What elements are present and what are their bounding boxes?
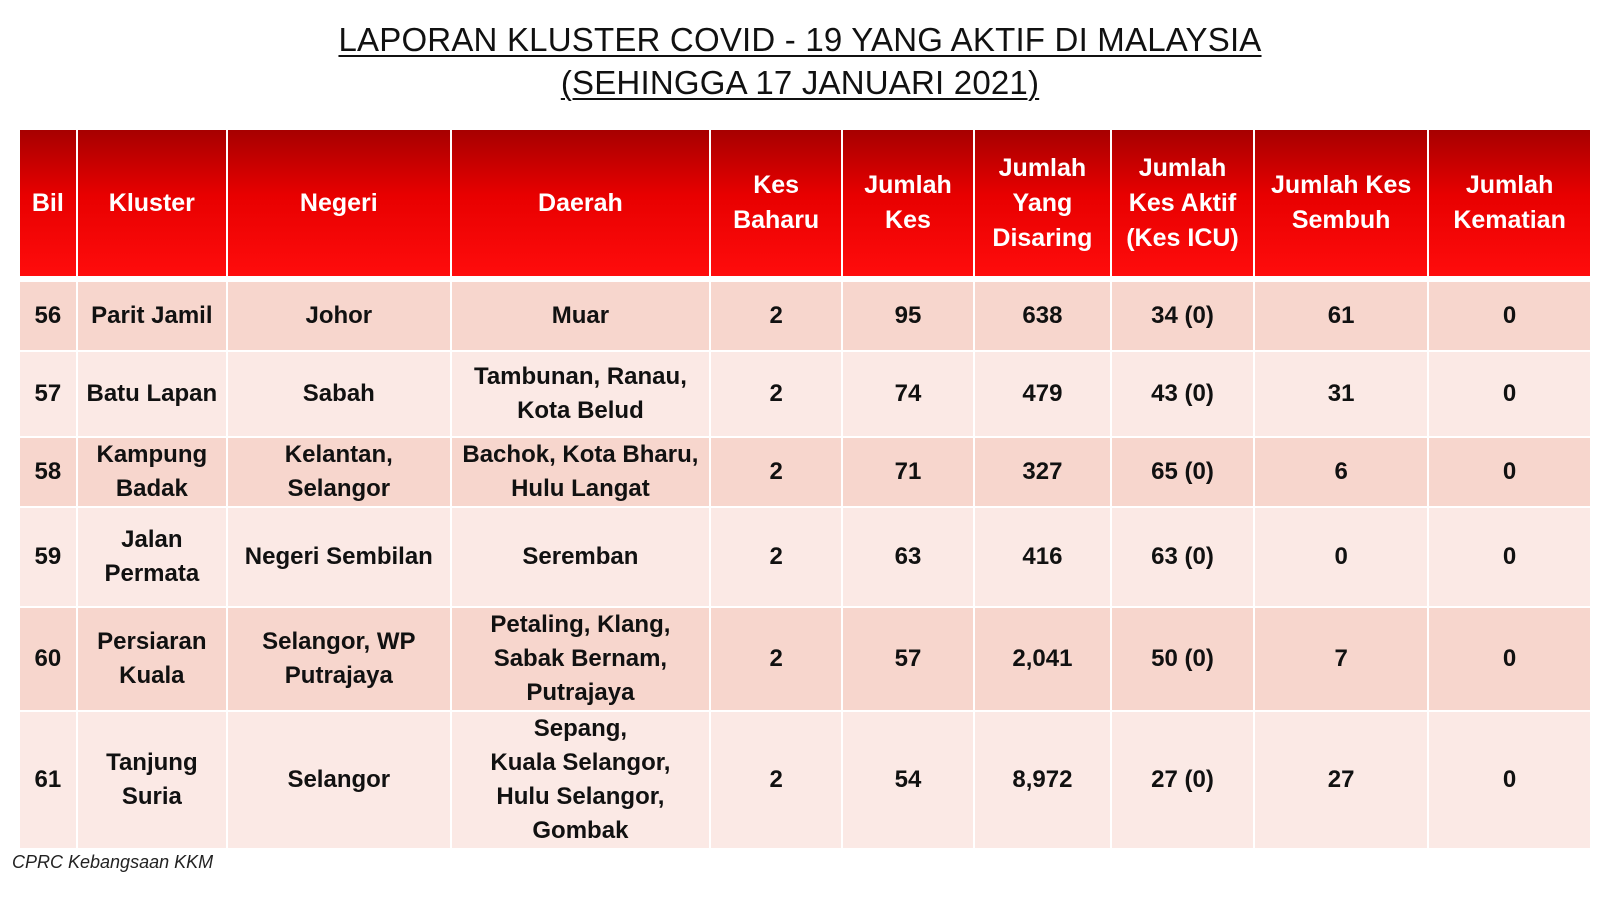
cell-sembuh: 27 <box>1255 710 1427 848</box>
cell-line: Permata <box>104 560 200 587</box>
header-kes-sembuh <box>1255 130 1427 280</box>
cell-jumlah-kes: 63 <box>843 506 973 606</box>
cell-daerah <box>452 506 710 606</box>
cell-line: Tambunan, Ranau, <box>473 363 687 390</box>
header-jumlah-kes <box>843 130 973 280</box>
cell-disaring: 2,041 <box>975 606 1110 710</box>
cell-line: Johor <box>305 302 373 329</box>
cell-daerah <box>452 606 710 710</box>
cell-line: Kuala <box>119 662 185 689</box>
cell-line: Hulu Selangor, <box>496 783 665 810</box>
cell-kes-baharu: 2 <box>711 436 841 506</box>
cell-negeri <box>228 710 450 848</box>
cell-bil: 61 <box>20 710 76 848</box>
header-sembuh-line2: Sembuh <box>1291 206 1391 234</box>
cell-disaring: 416 <box>975 506 1110 606</box>
cell-daerah <box>452 350 710 436</box>
header-jumlah-kes-line2: Kes <box>885 206 931 234</box>
header-kes-baharu-line2: Baharu <box>733 206 820 234</box>
cell-sembuh: 0 <box>1255 506 1427 606</box>
cell-aktif-icu: 43 (0) <box>1112 350 1253 436</box>
cell-jumlah-kes: 95 <box>843 280 973 350</box>
cell-line: Parit Jamil <box>91 302 213 329</box>
cell-kes-baharu: 2 <box>711 606 841 710</box>
cell-kematian: 0 <box>1429 280 1590 350</box>
cell-sembuh: 31 <box>1255 350 1427 436</box>
cell-aktif-icu: 50 (0) <box>1112 606 1253 710</box>
cell-kluster <box>78 436 226 506</box>
cell-line: Hulu Langat <box>511 475 650 502</box>
header-kes-aktif <box>1112 130 1253 280</box>
cell-line: Petaling, Klang, <box>490 611 671 638</box>
cell-kes-baharu: 2 <box>711 280 841 350</box>
table-row <box>20 350 1590 436</box>
table-row <box>20 436 1590 506</box>
header-aktif-line2: Kes Aktif <box>1128 188 1237 217</box>
header-jumlah-disaring <box>975 130 1110 280</box>
cell-kes-baharu: 2 <box>711 710 841 848</box>
cell-aktif-icu: 65 (0) <box>1112 436 1253 506</box>
header-bil-text: Bil <box>31 188 64 217</box>
header-daerah <box>452 130 710 280</box>
cell-line: Muar <box>551 302 610 329</box>
cell-line: Sepang, <box>533 715 628 742</box>
cluster-table <box>18 130 1592 848</box>
cell-bil: 58 <box>20 436 76 506</box>
cell-disaring: 327 <box>975 436 1110 506</box>
cell-line: Gombak <box>532 817 629 844</box>
cell-negeri <box>228 606 450 710</box>
header-negeri-text: Negeri <box>299 188 378 217</box>
cell-jumlah-kes: 74 <box>843 350 973 436</box>
header-kluster <box>78 130 226 280</box>
header-negeri <box>228 130 450 280</box>
header-kematian-line1: Jumlah <box>1465 171 1554 199</box>
header-kes-baharu <box>711 130 841 280</box>
cell-daerah <box>452 280 710 350</box>
cell-jumlah-kes: 57 <box>843 606 973 710</box>
header-disaring-line2: Yang <box>1012 188 1073 217</box>
cell-kes-baharu: 2 <box>711 350 841 436</box>
header-kematian-line2: Kematian <box>1453 206 1566 234</box>
cell-daerah <box>452 436 710 506</box>
cell-line: Putrajaya <box>284 662 393 689</box>
cell-kematian: 0 <box>1429 606 1590 710</box>
header-kluster-text: Kluster <box>108 188 195 217</box>
cell-kematian: 0 <box>1429 506 1590 606</box>
header-disaring-line1: Jumlah <box>998 153 1087 182</box>
cell-negeri <box>228 350 450 436</box>
cell-bil: 57 <box>20 350 76 436</box>
cell-disaring: 8,972 <box>975 710 1110 848</box>
cell-kluster <box>78 350 226 436</box>
cell-kluster <box>78 506 226 606</box>
cell-line: Persiaran <box>97 628 207 655</box>
cell-line: Badak <box>115 475 188 502</box>
cell-line: Kota Belud <box>517 397 644 424</box>
header-jumlah-kes-line1: Jumlah <box>864 171 952 199</box>
cell-line: Selangor <box>287 475 391 502</box>
cell-negeri <box>228 436 450 506</box>
table-row <box>20 280 1590 350</box>
cell-bil: 60 <box>20 606 76 710</box>
cell-sembuh: 61 <box>1255 280 1427 350</box>
cell-kes-baharu: 2 <box>711 506 841 606</box>
cell-aktif-icu: 27 (0) <box>1112 710 1253 848</box>
header-aktif-line1: Jumlah <box>1138 153 1227 182</box>
cell-line: Tanjung <box>106 749 198 776</box>
cell-bil: 56 <box>20 280 76 350</box>
header-aktif-line3: (Kes ICU) <box>1126 223 1239 252</box>
header-daerah-text: Daerah <box>538 188 623 217</box>
cell-line: Sabak Bernam, <box>493 645 668 672</box>
cell-kematian: 0 <box>1429 350 1590 436</box>
cell-line: Negeri Sembilan <box>244 543 433 570</box>
header-sembuh-line1: Jumlah Kes <box>1270 171 1412 199</box>
cell-line: Selangor <box>287 766 391 793</box>
table-row <box>20 606 1590 710</box>
table-row <box>20 506 1590 606</box>
title-line-1: LAPORAN KLUSTER COVID - 19 YANG AKTIF DI MALAYSIA <box>338 21 1262 58</box>
cell-daerah <box>452 710 710 848</box>
cell-line: Jalan <box>121 526 183 553</box>
cell-line: Seremban <box>522 543 639 570</box>
table-row <box>20 710 1590 848</box>
cell-disaring: 638 <box>975 280 1110 350</box>
cell-line: Suria <box>121 783 182 810</box>
cell-line: Kelantan, <box>284 441 393 468</box>
cell-line: Putrajaya <box>526 679 635 706</box>
header-kematian <box>1429 130 1590 280</box>
cell-bil: 59 <box>20 506 76 606</box>
report-title <box>0 18 1600 104</box>
cell-line: Bachok, Kota Bharu, <box>462 441 699 468</box>
cell-kluster <box>78 280 226 350</box>
table-header-row <box>20 130 1590 280</box>
cell-disaring: 479 <box>975 350 1110 436</box>
cell-aktif-icu: 34 (0) <box>1112 280 1253 350</box>
header-bil <box>20 130 76 280</box>
cell-kluster <box>78 606 226 710</box>
header-kes-baharu-line1: Kes <box>753 171 800 199</box>
cell-jumlah-kes: 71 <box>843 436 973 506</box>
cell-jumlah-kes: 54 <box>843 710 973 848</box>
cell-line: Selangor, WP <box>262 628 416 655</box>
cell-kematian: 0 <box>1429 710 1590 848</box>
cell-negeri <box>228 280 450 350</box>
cell-line: Kampung <box>96 441 208 468</box>
cell-sembuh: 6 <box>1255 436 1427 506</box>
cell-line: Kuala Selangor, <box>490 749 671 776</box>
cell-sembuh: 7 <box>1255 606 1427 710</box>
cell-negeri <box>228 506 450 606</box>
source-footer: CPRC Kebangsaan KKM <box>12 852 214 872</box>
cell-aktif-icu: 63 (0) <box>1112 506 1253 606</box>
cell-line: Batu Lapan <box>86 380 218 407</box>
cell-line: Sabah <box>302 380 375 407</box>
cell-kematian: 0 <box>1429 436 1590 506</box>
cell-kluster <box>78 710 226 848</box>
header-disaring-line3: Disaring <box>992 223 1093 252</box>
title-line-2: (SEHINGGA 17 JANUARI 2021) <box>560 64 1040 101</box>
